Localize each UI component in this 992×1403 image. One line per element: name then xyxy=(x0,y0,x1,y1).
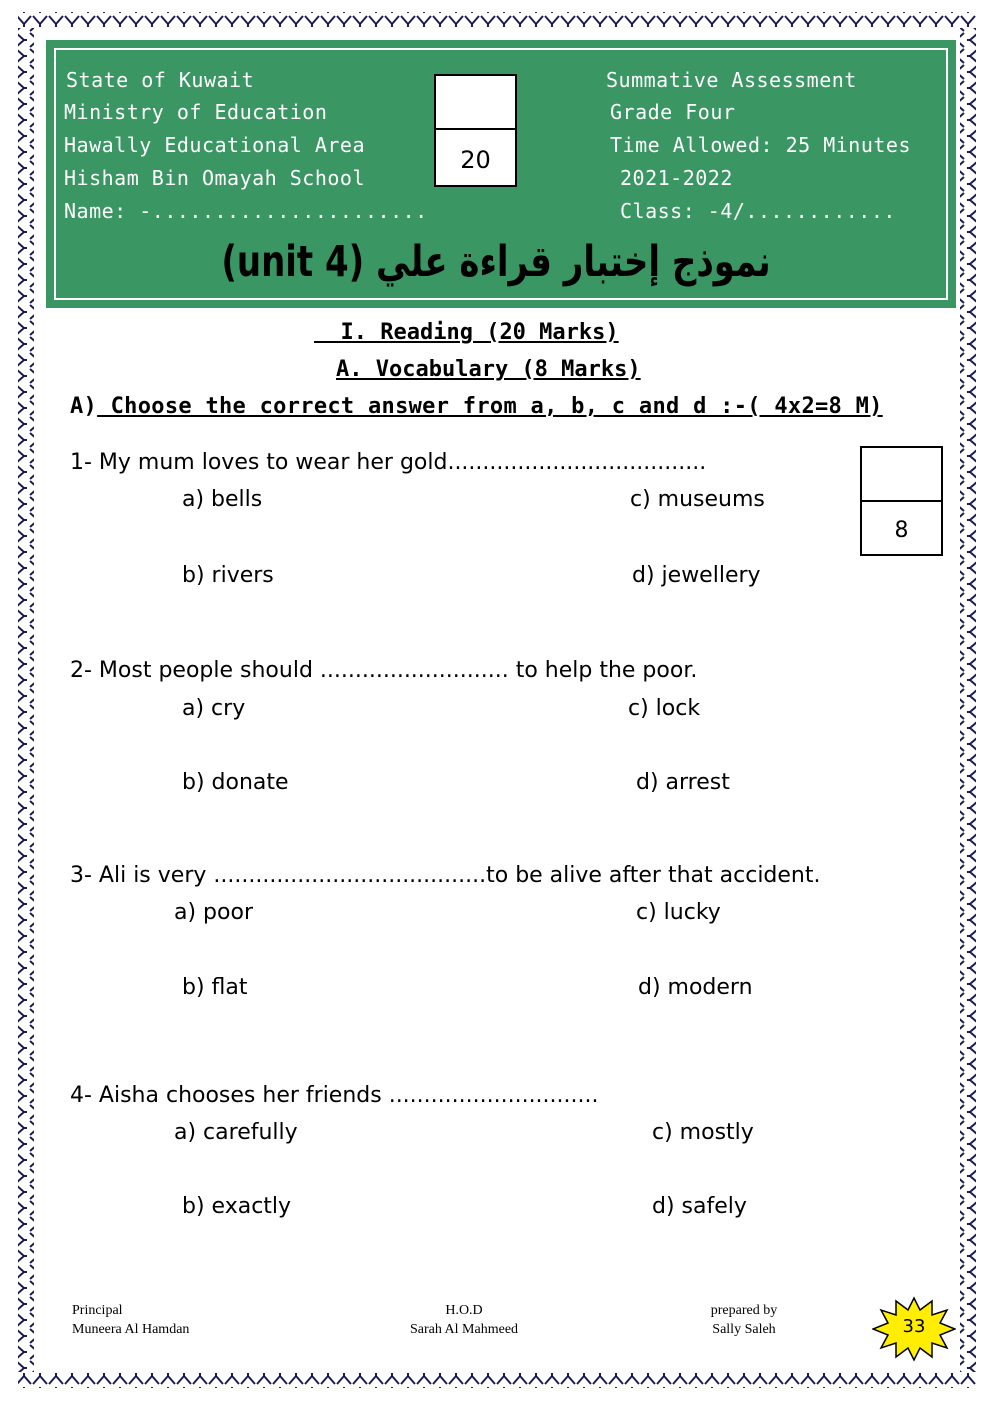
q3-option-a[interactable]: a) poor xyxy=(174,900,253,925)
footer-principal xyxy=(72,1301,189,1339)
q1-option-d[interactable]: d) jewellery xyxy=(632,563,761,588)
q2-option-d[interactable]: d) arrest xyxy=(636,770,730,795)
q1-option-c[interactable]: c) museums xyxy=(630,487,765,512)
q1-option-b[interactable]: b) rivers xyxy=(182,563,274,588)
vocab-title: A. Vocabulary (8 Marks) xyxy=(336,357,641,382)
header-time: Time Allowed: 25 Minutes xyxy=(610,133,911,157)
instruction xyxy=(70,394,883,419)
q4-option-c[interactable]: c) mostly xyxy=(652,1120,754,1145)
page-number: 33 xyxy=(902,1316,926,1337)
vocab-score: 8 xyxy=(894,518,909,543)
q4-option-a[interactable]: a) carefully xyxy=(174,1120,298,1145)
hod-title: H.O.D xyxy=(445,1303,483,1318)
reading-title: I. Reading (20 Marks) xyxy=(340,320,619,345)
vocab-score-box xyxy=(860,446,943,556)
header-year: 2021-2022 xyxy=(620,166,733,190)
principal-name: Muneera Al Hamdan xyxy=(72,1322,190,1337)
question-4: 4- Aisha chooses her friends .............................. xyxy=(70,1083,599,1108)
header-school: Hisham Bin Omayah School xyxy=(64,166,365,190)
question-2: 2- Most people should ........................... to help the poor. xyxy=(70,658,698,683)
total-score: 20 xyxy=(460,146,491,174)
header-grade: Grade Four xyxy=(610,100,736,124)
instruction-prefix: A) xyxy=(70,394,98,419)
total-score-box xyxy=(434,74,517,187)
header-area: Hawally Educational Area xyxy=(64,133,365,157)
question-1: 1- My mum loves to wear her gold..................................... xyxy=(70,450,707,475)
header-ministry: Ministry of Education xyxy=(64,100,328,124)
q3-option-d[interactable]: d) modern xyxy=(638,975,753,1000)
q3-option-b[interactable]: b) flat xyxy=(182,975,248,1000)
arabic-title: نموذج إختبار قراءة علي (unit 4) xyxy=(221,237,771,287)
q3-option-c[interactable]: c) lucky xyxy=(636,900,721,925)
header-name-field[interactable]: Name: -...................... xyxy=(64,199,428,223)
q4-option-b[interactable]: b) exactly xyxy=(182,1194,292,1219)
header-assessment: Summative Assessment xyxy=(606,68,857,92)
hod-name: Sarah Al Mahmeed xyxy=(409,1322,519,1337)
score-divider xyxy=(436,128,515,130)
q2-option-a[interactable]: a) cry xyxy=(182,696,246,721)
prepared-title: prepared by xyxy=(710,1303,778,1318)
footer-prepared xyxy=(700,1301,788,1339)
header-class-field[interactable]: Class: -4/............ xyxy=(620,199,896,223)
footer-hod xyxy=(398,1301,530,1339)
q2-option-c[interactable]: c) lock xyxy=(628,696,701,721)
question-3: 3- Ali is very .......................................to be alive after that accident. xyxy=(70,863,821,888)
principal-title: Principal xyxy=(72,1303,123,1318)
q4-option-d[interactable]: d) safely xyxy=(652,1194,747,1219)
instruction-text: Choose the correct answer from a, b, c and d :-( 4x2=8 M) xyxy=(97,394,883,419)
q2-option-b[interactable]: b) donate xyxy=(182,770,289,795)
q1-option-a[interactable]: a) bells xyxy=(182,487,263,512)
header-state: State of Kuwait xyxy=(66,68,255,92)
prepared-name: Sally Saleh xyxy=(712,1322,776,1337)
vocab-score-divider xyxy=(862,500,941,502)
